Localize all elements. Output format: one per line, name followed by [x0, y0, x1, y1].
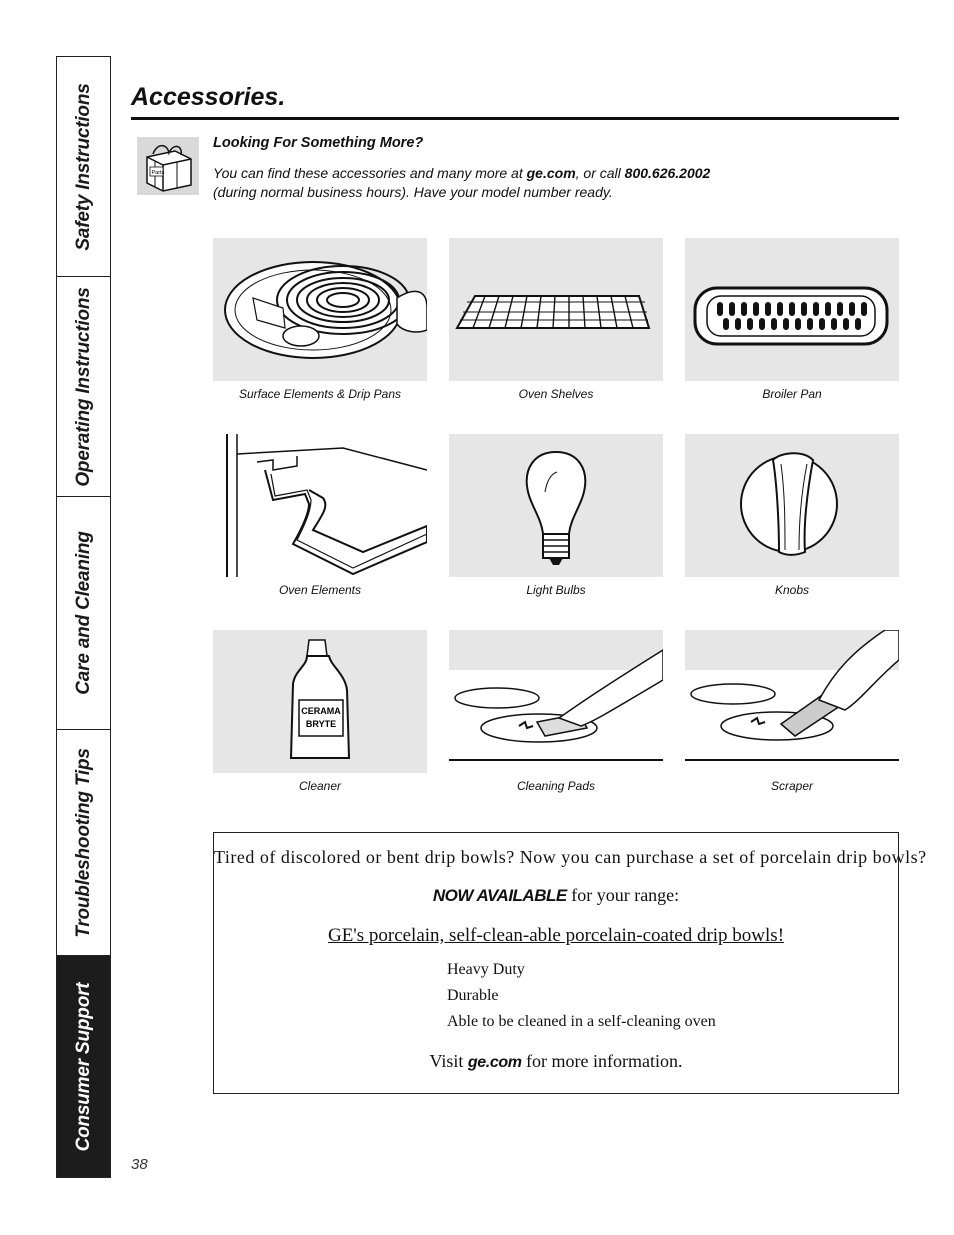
promo-feature: Heavy Duty [447, 961, 525, 978]
tab-consumer-support[interactable] [57, 956, 110, 1177]
bottle-label-line2: BRYTE [305, 719, 337, 729]
surface-element-image [213, 238, 427, 381]
knob-image [685, 434, 899, 577]
intro-text-part: , or call [575, 165, 625, 181]
ge-website-link[interactable]: ge.com [526, 165, 576, 181]
bottle-label-line1: CERAMA [301, 706, 341, 716]
tab-label: Safety Instructions [72, 82, 94, 251]
accessory-caption: Cleaner [298, 779, 342, 793]
tab-operating-instructions[interactable] [57, 277, 110, 497]
accessory-caption: Knobs [774, 583, 810, 597]
light-bulb-image [449, 434, 663, 577]
scraper-image [685, 630, 899, 773]
promo-text: for more information. [521, 1051, 683, 1071]
intro-text [213, 164, 813, 202]
accessory-caption: Surface Elements & Drip Pans [238, 387, 402, 401]
accessory-caption: Cleaning Pads [516, 779, 596, 793]
promo-feature: Able to be cleaned in a self-cleaning oven [447, 1013, 716, 1030]
cleaning-pad-icon [449, 630, 663, 773]
knob-icon [685, 434, 899, 577]
cleaner-bottle-icon [213, 630, 427, 773]
broiler-pan-image [685, 238, 899, 381]
oven-element-image [213, 434, 427, 577]
accessory-caption: Broiler Pan [762, 387, 822, 401]
now-available-label: NOW AVAILABLE [432, 886, 567, 905]
parts-box-icon [137, 137, 199, 195]
light-bulb-icon [449, 434, 663, 577]
cleaning-pad-image [449, 630, 663, 773]
oven-shelf-icon [449, 238, 663, 381]
tab-label: Operating Instructions [72, 286, 94, 487]
promo-availability [214, 885, 898, 906]
promo-feature: Durable [447, 987, 499, 1004]
tab-label: Care and Cleaning [72, 531, 94, 695]
parts-tag-label: Parts [151, 170, 165, 176]
broiler-pan-icon [685, 238, 899, 381]
ge-website-link[interactable]: ge.com [467, 1054, 522, 1071]
intro-text-part: (during normal business hours). Have your model number ready. [213, 184, 613, 200]
promo-text: Visit [429, 1051, 468, 1071]
drip-bowl-promo [213, 832, 927, 1094]
accessory-caption: Light Bulbs [526, 583, 586, 597]
cleaner-image [213, 630, 427, 773]
promo-headline: Tired of discolored or bent drip bowls? Now you can purchase a set of porcelain drip bowls? [214, 847, 927, 867]
oven-shelf-image [449, 238, 663, 381]
accessory-caption: Oven Elements [278, 583, 362, 597]
tab-label: Consumer Support [72, 982, 94, 1151]
tab-label: Troubleshooting Tips [72, 747, 94, 938]
accessory-caption: Scraper [770, 779, 814, 793]
promo-product: GE's porcelain, self-clean-able porcelain-coated drip bowls! [327, 925, 785, 946]
accessory-caption: Oven Shelves [518, 387, 594, 401]
tab-troubleshooting-tips[interactable] [57, 730, 110, 956]
title-divider [131, 117, 899, 120]
oven-element-icon [213, 434, 427, 577]
tab-care-and-cleaning[interactable] [57, 497, 110, 730]
surface-element-icon [213, 238, 427, 381]
section-tabs [56, 56, 111, 1178]
intro-text-part: You can find these accessories and many more at [213, 165, 527, 181]
promo-visit [214, 1051, 898, 1072]
phone-number: 800.626.2002 [624, 165, 711, 181]
page-title: Accessories. [131, 83, 286, 111]
page-number: 38 [131, 1156, 148, 1173]
tab-safety-instructions[interactable] [57, 57, 110, 277]
intro-heading: Looking For Something More? [213, 135, 424, 151]
scraper-icon [685, 630, 899, 773]
promo-text: for your range: [566, 885, 680, 905]
